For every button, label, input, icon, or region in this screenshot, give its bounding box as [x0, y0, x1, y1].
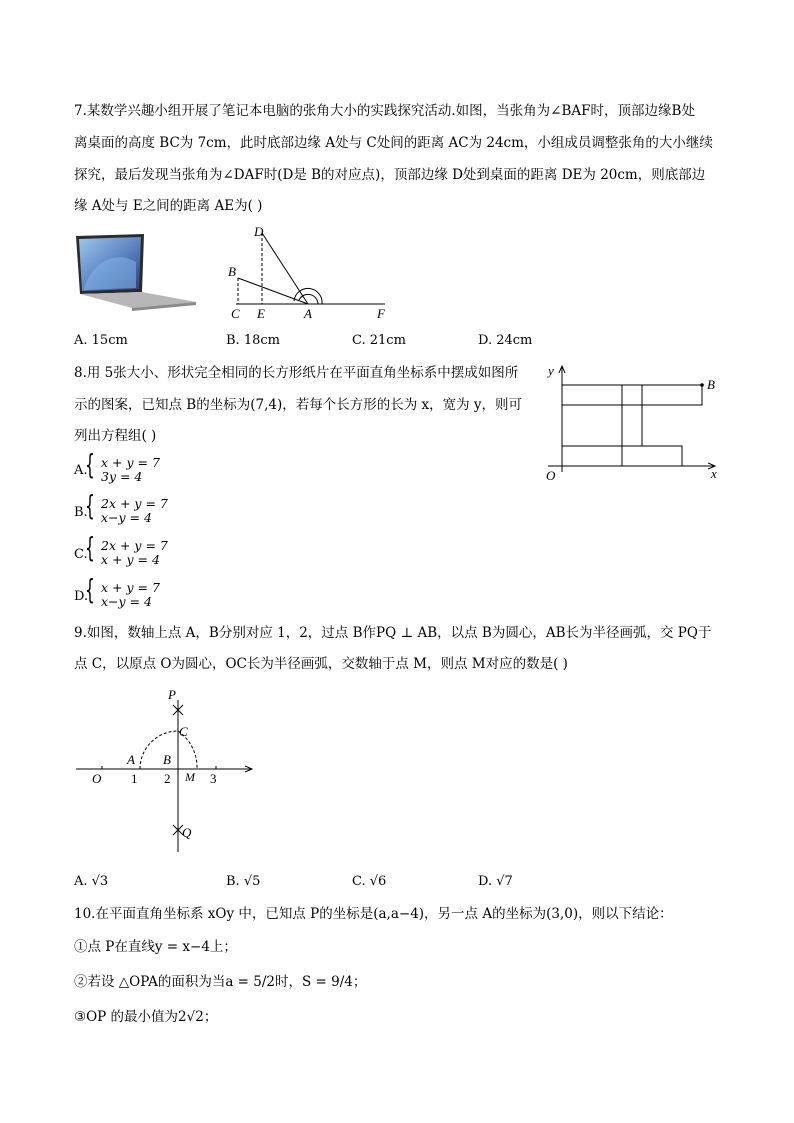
q10-statement-1: ①点 P在直线y = x−4上； — [74, 939, 237, 955]
tick-label-1: 1 — [131, 771, 138, 786]
q8-option-c-label: C. — [74, 547, 88, 562]
q8-line-1: 8.用 5张大小、形状完全相同的长方形纸片在平面直角坐标系中摆成如图所 — [74, 365, 519, 381]
q7-option-c: C. 21cm — [352, 333, 406, 348]
q7-option-d: D. 24cm — [478, 333, 533, 348]
q7-line-1: 7.某数学兴趣小组开展了笔记本电脑的张角大小的实践探究活动.如图，当张角为∠BAF时，顶部边缘B处 — [74, 103, 695, 119]
label-O: O — [92, 771, 102, 786]
tick-label-3: 3 — [210, 771, 217, 786]
label-y: y — [548, 363, 554, 378]
label-O: O — [546, 468, 556, 483]
q8-line-3: 列出方程组( ) — [74, 428, 157, 444]
label-D: D — [254, 225, 264, 239]
q7-angle-figure — [222, 225, 397, 320]
equation: 3y = 4 — [101, 469, 143, 484]
q9-option-b: B. √5 — [226, 874, 261, 889]
label-E: E — [257, 306, 265, 320]
q7-line-3: 探究，最后发现当张角为∠DAF时(D是 B的对应点)，顶部边缘 D处到桌面的距离 DE为 20cm，则底部边 — [74, 167, 706, 183]
q9-option-d: D. √7 — [478, 874, 513, 889]
q7-option-b: B. 18cm — [226, 333, 280, 348]
arc-ac — [140, 731, 178, 769]
q9-line-1: 9.如图，数轴上点 A，B分别对应 1，2，过点 B作PQ ⊥ AB，以点 B为圆心，AB长为半径画弧，交 PQ于 — [74, 625, 712, 641]
label-C: C — [231, 306, 240, 320]
q10-statement-2: ②若设 △OPA的面积为当a = 5/2时，S = 9/4； — [74, 974, 367, 990]
q8-option-a-label: A. — [74, 463, 88, 478]
label-F: F — [377, 306, 385, 320]
q9-option-c: C. √6 — [352, 874, 387, 889]
q9-line-2: 点 C，以原点 O为圆心，OC长为半径画弧，交数轴于点 M，则点 M对应的数是( ) — [74, 656, 568, 672]
laptop-image — [74, 232, 199, 312]
label-Q: Q — [182, 825, 192, 840]
q10-line-1: 10.在平面直角坐标系 xOy 中，已知点 P的坐标是(a,a−4)，另一点 A的坐标为(3,0)，则以下结论： — [74, 906, 673, 922]
equation: x−y = 4 — [101, 510, 152, 525]
label-P: P — [168, 687, 176, 702]
label-C: C — [179, 724, 188, 739]
label-B: B — [707, 377, 715, 392]
equation: x + y = 7 — [101, 580, 160, 595]
q8-option-d-label: D. — [74, 589, 89, 604]
q9-number-line-figure — [72, 686, 262, 858]
equation: x + y = 4 — [101, 552, 160, 567]
q8-option-b-label: B. — [74, 505, 88, 520]
equation: x + y = 7 — [101, 455, 160, 470]
q9-option-a: A. √3 — [74, 874, 109, 889]
label-M: M — [185, 770, 195, 784]
q7-option-a: A. 15cm — [74, 333, 128, 348]
q10-statement-3: ③OP 的最小值为2√2； — [74, 1009, 218, 1025]
equation: x−y = 4 — [101, 594, 152, 609]
label-A: A — [304, 306, 312, 320]
label-B: B — [228, 264, 236, 279]
q7-line-2: 离桌面的高度 BC为 7cm，此时底部边缘 A处与 C处间的距离 AC为 24cm，小组成员调整张角的大小继续 — [74, 135, 713, 151]
equation: 2x + y = 7 — [101, 496, 168, 511]
tick-label-2: 2 — [164, 771, 171, 786]
q8-rectangles-figure — [540, 360, 725, 485]
label-B: B — [163, 752, 171, 767]
equation: 2x + y = 7 — [101, 538, 168, 553]
label-A: A — [127, 752, 135, 767]
q7-line-4: 缘 A处与 E之间的距离 AE为( ) — [74, 198, 263, 214]
q8-line-2: 示的图案，已知点 B的坐标为(7,4)，若每个长方形的长为 x，宽为 y，则可 — [74, 397, 523, 413]
label-x: x — [711, 466, 717, 481]
